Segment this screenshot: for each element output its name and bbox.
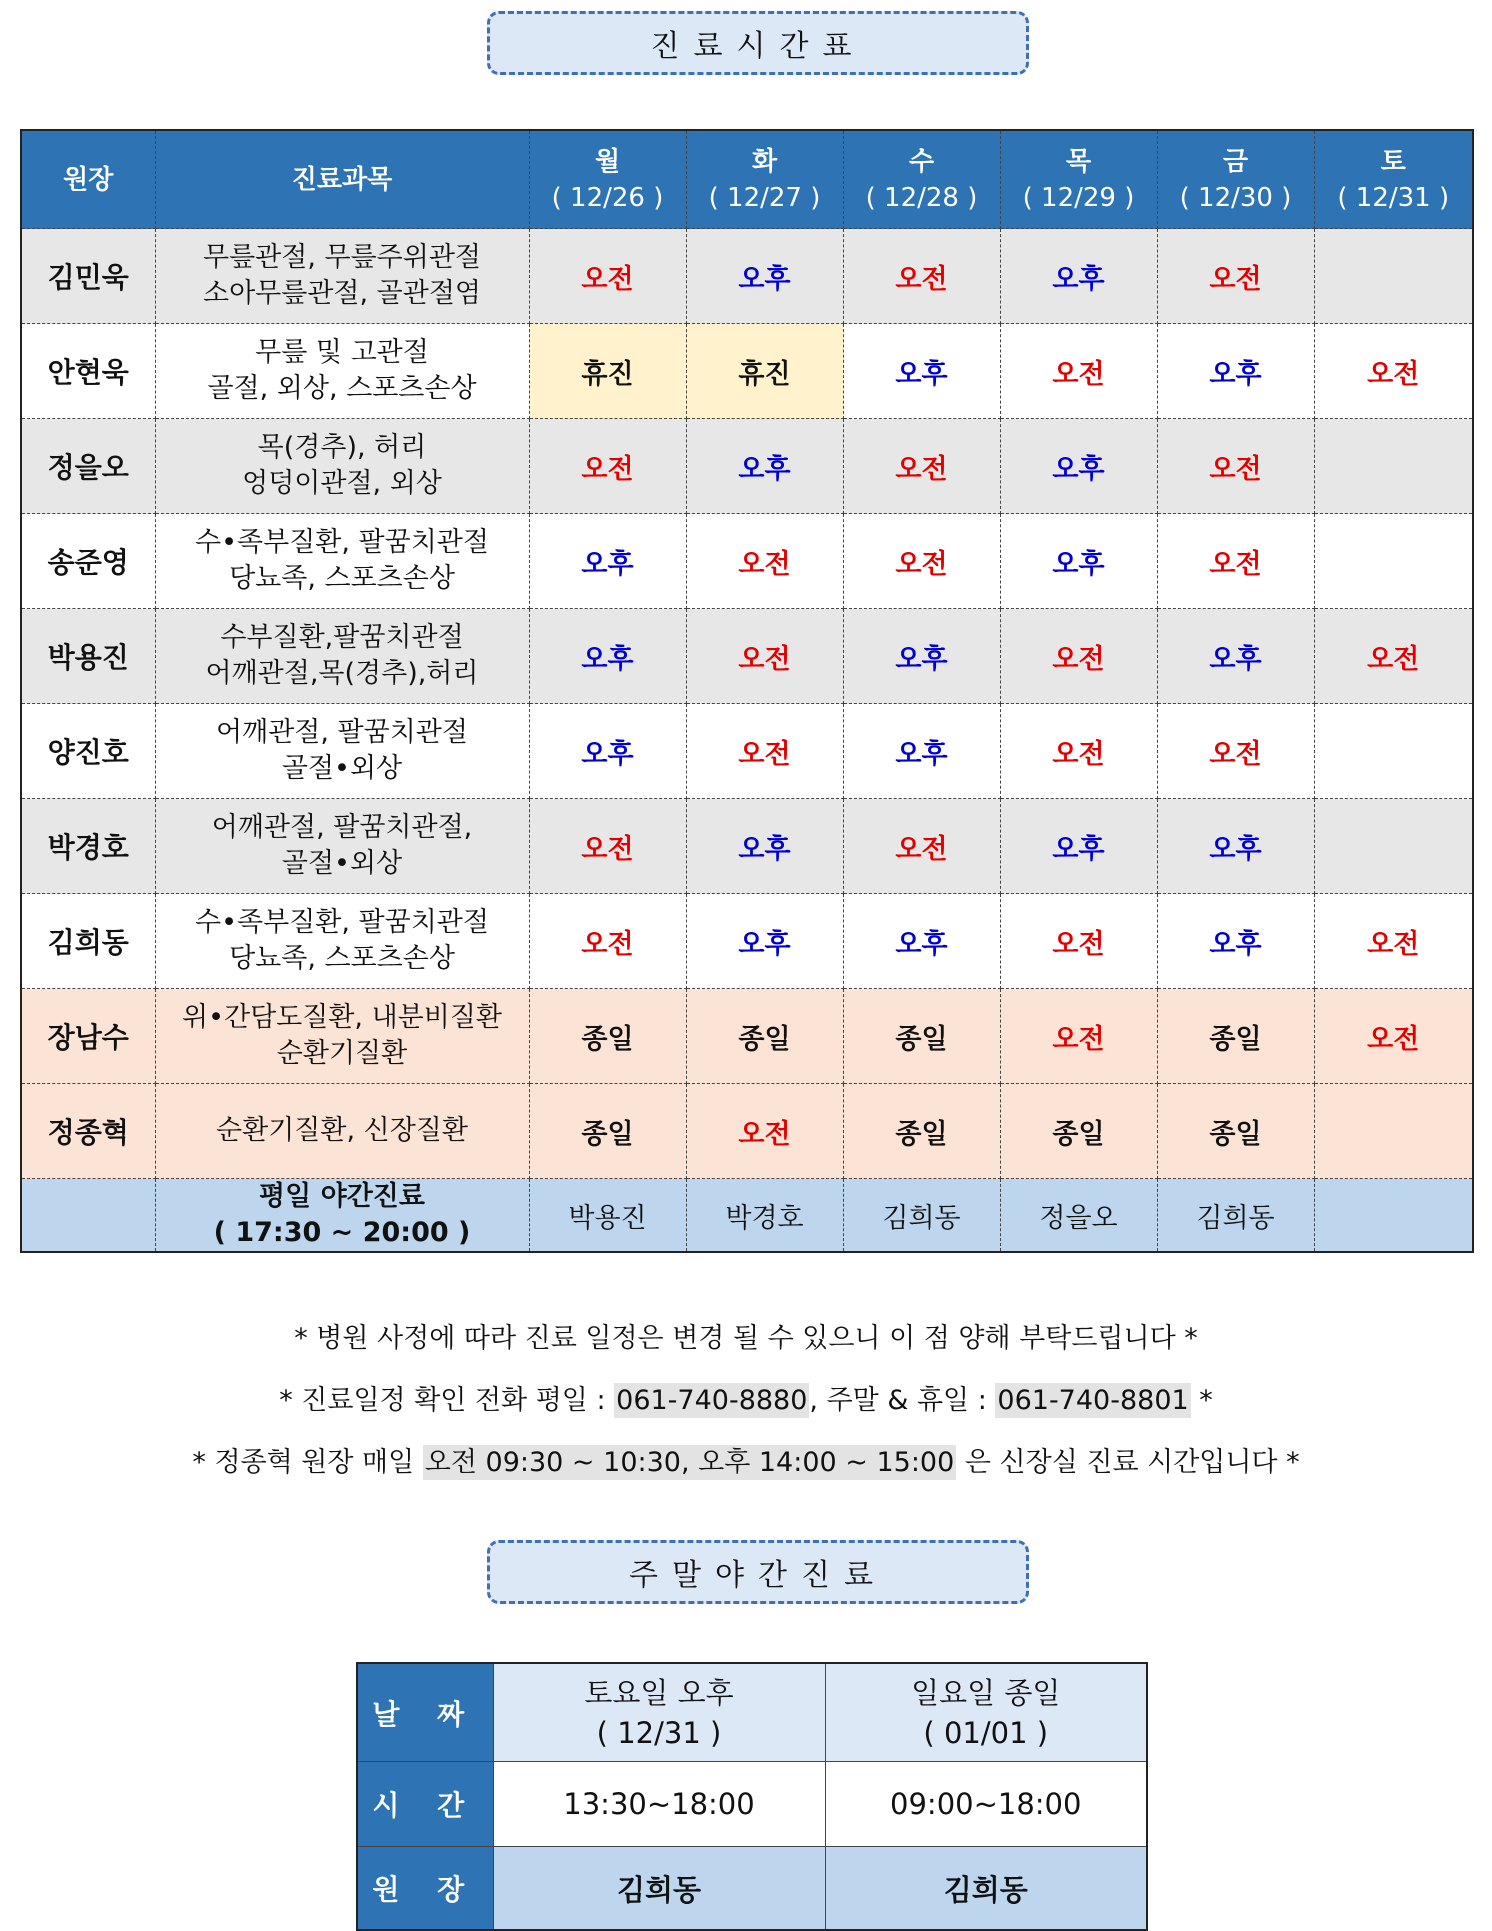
- weekend-doctor-row: [357, 1847, 1147, 1931]
- day-column-header: 월 ( 12/26 ): [529, 130, 686, 229]
- schedule-title: 진료시간표: [487, 11, 1029, 75]
- schedule-slot: 오전: [1314, 989, 1473, 1084]
- dialysis-hours: 오전 09:30 ~ 10:30, 오후 14:00 ~ 15:00: [424, 1447, 955, 1478]
- night-clinic-doctor: 박경호: [686, 1179, 843, 1253]
- weekend-doctor-cell: 김희동: [493, 1847, 825, 1931]
- weekend-doctor-cell: 김희동: [825, 1847, 1147, 1931]
- doctor-row: [21, 989, 1473, 1084]
- schedule-slot: 오전: [1000, 704, 1157, 799]
- schedule-header-row: [21, 130, 1473, 229]
- doctor-subject: 수•족부질환, 팔꿈치관절 당뇨족, 스포츠손상: [155, 894, 529, 989]
- doctor-name: 박용진: [21, 609, 155, 704]
- schedule-slot: 오전: [1000, 989, 1157, 1084]
- weekend-date-row: [357, 1663, 1147, 1762]
- schedule-slot: [1314, 799, 1473, 894]
- doctor-row: [21, 419, 1473, 514]
- schedule-slot: 오전: [1157, 419, 1314, 514]
- day-column-header: 수 ( 12/28 ): [843, 130, 1000, 229]
- schedule-slot: 휴진: [686, 324, 843, 419]
- schedule-slot: [1314, 704, 1473, 799]
- doctor-name: 정을오: [21, 419, 155, 514]
- schedule-slot: 오전: [686, 704, 843, 799]
- schedule-slot: 오후: [843, 894, 1000, 989]
- schedule-slot: 오전: [1000, 324, 1157, 419]
- day-column-header: 목 ( 12/29 ): [1000, 130, 1157, 229]
- doctor-subject: 수부질환,팔꿈치관절 어깨관절,목(경추),허리: [155, 609, 529, 704]
- weekend-table: [356, 1662, 1148, 1931]
- schedule-slot: 종일: [843, 989, 1000, 1084]
- doctor-subject: 무릎 및 고관절 골절, 외상, 스포츠손상: [155, 324, 529, 419]
- schedule-slot: 종일: [529, 989, 686, 1084]
- night-clinic-label: 평일 야간진료 ( 17:30 ~ 20:00 ): [155, 1179, 529, 1253]
- doctor-name: 박경호: [21, 799, 155, 894]
- schedule-slot: 오전: [529, 419, 686, 514]
- schedule-slot: 오후: [1157, 609, 1314, 704]
- schedule-slot: 종일: [529, 1084, 686, 1179]
- doctor-subject: 어깨관절, 팔꿈치관절 골절•외상: [155, 704, 529, 799]
- schedule-slot: 오전: [1157, 514, 1314, 609]
- weekend-phone: 061-740-8801: [997, 1385, 1189, 1416]
- doctor-subject: 어깨관절, 팔꿈치관절, 골절•외상: [155, 799, 529, 894]
- schedule-slot: [1314, 229, 1473, 324]
- weekend-title: 주말야간진료: [487, 1540, 1029, 1604]
- schedule-slot: 휴진: [529, 324, 686, 419]
- doctor-column-header: 원장: [21, 130, 155, 229]
- weekend-time-cell: 09:00~18:00: [825, 1762, 1147, 1847]
- doctor-subject: 목(경추), 허리 엉덩이관절, 외상: [155, 419, 529, 514]
- schedule-slot: 종일: [1000, 1084, 1157, 1179]
- schedule-slot: 오전: [529, 229, 686, 324]
- schedule-slot: 종일: [1157, 1084, 1314, 1179]
- night-clinic-empty-cell: [21, 1179, 155, 1253]
- weekend-time-row: [357, 1762, 1147, 1847]
- doctor-subject: 순환기질환, 신장질환: [155, 1084, 529, 1179]
- phone-note: * 진료일정 확인 전화 평일 : 061-740-8880, 주말 & 휴일 : 061-740-8801 *: [279, 1385, 1213, 1416]
- schedule-slot: 오후: [686, 419, 843, 514]
- doctor-name: 김민욱: [21, 229, 155, 324]
- doctor-row: [21, 894, 1473, 989]
- night-clinic-doctor: 김희동: [1157, 1179, 1314, 1253]
- schedule-slot: 오전: [843, 799, 1000, 894]
- doctor-name: 김희동: [21, 894, 155, 989]
- schedule-slot: 오후: [1000, 229, 1157, 324]
- schedule-change-note: * 병원 사정에 따라 진료 일정은 변경 될 수 있으니 이 점 양해 부탁드립니다 *: [294, 1323, 1198, 1354]
- weekday-phone: 061-740-8880: [616, 1385, 808, 1416]
- schedule-slot: 오후: [1157, 324, 1314, 419]
- weekend-doctor-label: 원 장: [357, 1847, 493, 1931]
- night-clinic-row: [21, 1179, 1473, 1253]
- dialysis-note: * 정종혁 원장 매일 오전 09:30 ~ 10:30, 오후 14:00 ~ 15:00 은 신장실 진료 시간입니다 *: [192, 1447, 1300, 1478]
- notes-section: [0, 1308, 1492, 1494]
- weekend-time-cell: 13:30~18:00: [493, 1762, 825, 1847]
- schedule-slot: 오전: [1314, 609, 1473, 704]
- schedule-body: [21, 229, 1473, 1253]
- doctor-name: 양진호: [21, 704, 155, 799]
- schedule-slot: 오전: [686, 1084, 843, 1179]
- schedule-slot: 오전: [843, 229, 1000, 324]
- doctor-row: [21, 324, 1473, 419]
- schedule-slot: 오전: [686, 514, 843, 609]
- weekend-date-cell: 토요일 오후 ( 12/31 ): [493, 1663, 825, 1762]
- doctor-subject: 위•간담도질환, 내분비질환 순환기질환: [155, 989, 529, 1084]
- night-clinic-doctor: 김희동: [843, 1179, 1000, 1253]
- schedule-slot: 오후: [529, 609, 686, 704]
- weekend-date-cell: 일요일 종일 ( 01/01 ): [825, 1663, 1147, 1762]
- schedule-slot: 오후: [686, 229, 843, 324]
- schedule-slot: 오후: [843, 609, 1000, 704]
- doctor-name: 정종혁: [21, 1084, 155, 1179]
- schedule-slot: 종일: [843, 1084, 1000, 1179]
- schedule-slot: 종일: [1157, 989, 1314, 1084]
- doctor-row: [21, 799, 1473, 894]
- schedule-slot: 오전: [686, 609, 843, 704]
- schedule-slot: [1314, 419, 1473, 514]
- weekend-time-label: 시 간: [357, 1762, 493, 1847]
- schedule-slot: 오후: [1157, 894, 1314, 989]
- doctor-name: 안현욱: [21, 324, 155, 419]
- schedule-table: [20, 129, 1474, 1253]
- schedule-slot: 오전: [529, 799, 686, 894]
- night-clinic-doctor: 박용진: [529, 1179, 686, 1253]
- schedule-slot: 종일: [686, 989, 843, 1084]
- schedule-slot: 오전: [1000, 609, 1157, 704]
- schedule-slot: [1314, 514, 1473, 609]
- schedule-slot: 오전: [1157, 704, 1314, 799]
- schedule-slot: 오전: [843, 419, 1000, 514]
- doctor-subject: 수•족부질환, 팔꿈치관절 당뇨족, 스포츠손상: [155, 514, 529, 609]
- doctor-row: [21, 704, 1473, 799]
- schedule-slot: 오전: [529, 894, 686, 989]
- schedule-slot: 오후: [1157, 799, 1314, 894]
- schedule-slot: [1314, 1084, 1473, 1179]
- doctor-name: 장남수: [21, 989, 155, 1084]
- schedule-slot: 오후: [686, 894, 843, 989]
- doctor-name: 송준영: [21, 514, 155, 609]
- schedule-slot: 오전: [1157, 229, 1314, 324]
- night-clinic-doctor: [1314, 1179, 1473, 1253]
- doctor-row: [21, 609, 1473, 704]
- schedule-slot: 오후: [686, 799, 843, 894]
- schedule-slot: 오전: [1314, 894, 1473, 989]
- schedule-slot: 오전: [843, 514, 1000, 609]
- schedule-slot: 오후: [1000, 514, 1157, 609]
- doctor-subject: 무릎관절, 무릎주위관절 소아무릎관절, 골관절염: [155, 229, 529, 324]
- schedule-slot: 오후: [1000, 799, 1157, 894]
- schedule-slot: 오전: [1000, 894, 1157, 989]
- doctor-row: [21, 1084, 1473, 1179]
- schedule-slot: 오전: [1314, 324, 1473, 419]
- day-column-header: 금 ( 12/30 ): [1157, 130, 1314, 229]
- weekend-date-label: 날 짜: [357, 1663, 493, 1762]
- schedule-slot: 오후: [843, 324, 1000, 419]
- night-clinic-doctor: 정을오: [1000, 1179, 1157, 1253]
- day-column-header: 화 ( 12/27 ): [686, 130, 843, 229]
- schedule-slot: 오후: [529, 704, 686, 799]
- schedule-slot: 오후: [843, 704, 1000, 799]
- subject-column-header: 진료과목: [155, 130, 529, 229]
- doctor-row: [21, 229, 1473, 324]
- schedule-slot: 오후: [529, 514, 686, 609]
- day-column-header: 토 ( 12/31 ): [1314, 130, 1473, 229]
- schedule-slot: 오후: [1000, 419, 1157, 514]
- doctor-row: [21, 514, 1473, 609]
